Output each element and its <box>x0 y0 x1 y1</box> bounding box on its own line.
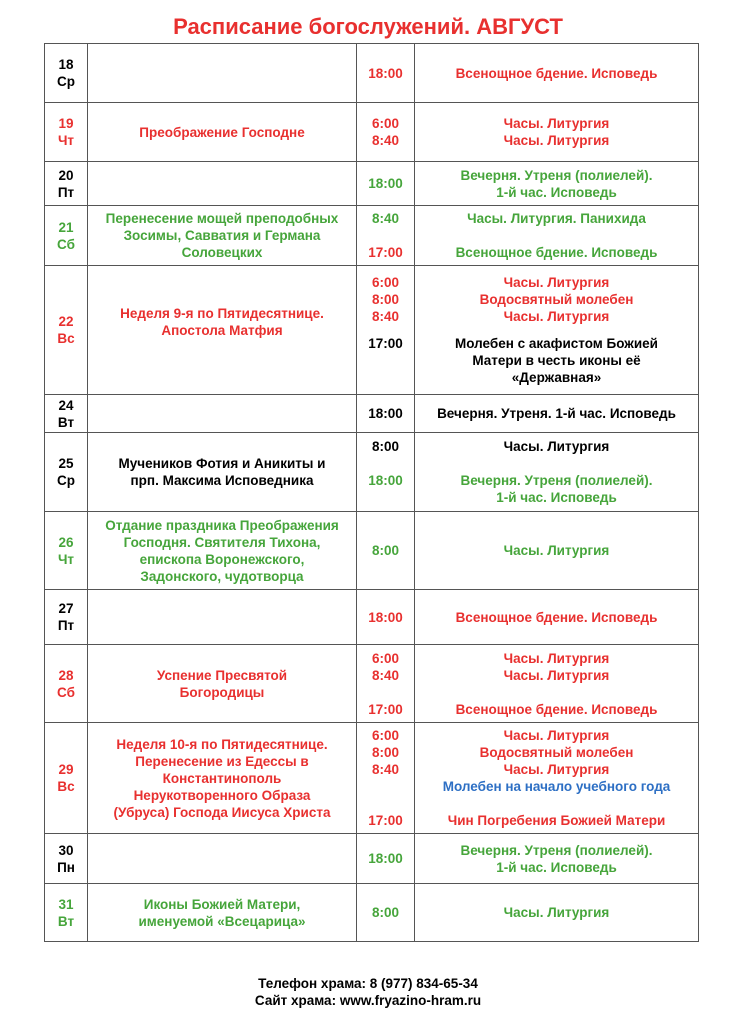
weekday: Вт <box>57 414 75 430</box>
date-cell <box>45 884 88 942</box>
weekday: Чт <box>57 133 75 148</box>
service-name: Часы. Литургия. Панихида <box>467 211 646 226</box>
service-name: Всенощное бдение. Исповедь <box>455 245 658 260</box>
service-name: Вечерня. Утреня (полиелей). <box>460 842 653 858</box>
service-time: 6:00 <box>371 275 400 290</box>
service-cell <box>415 206 699 266</box>
service-cell <box>415 723 699 834</box>
table-row <box>45 395 699 433</box>
weekday: Вт <box>57 913 75 929</box>
date-cell <box>45 723 88 834</box>
feast-name: именуемой «Всецарица» <box>138 913 306 929</box>
feast-cell <box>88 206 357 266</box>
feast-cell <box>88 590 357 645</box>
feast-name: прп. Максима Исповедника <box>130 473 314 488</box>
feast-name: Успение Пресвятой <box>156 667 288 683</box>
service-name: Вечерня. Утреня (полиелей). <box>460 167 653 183</box>
time-cell <box>357 395 415 433</box>
feast-name: Неделя 9-я по Пятидесятнице. <box>120 305 324 321</box>
service-time: 8:00 <box>371 745 400 760</box>
service-name: 1-й час. Исповедь <box>496 490 617 505</box>
feast-cell <box>88 266 357 395</box>
service-time: 8:40 <box>371 667 400 683</box>
date-cell <box>45 512 88 590</box>
feast-name: Перенесение мощей преподобных <box>105 211 339 226</box>
service-name: Часы. Литургия <box>503 667 610 683</box>
time-cell <box>357 645 415 723</box>
weekday: Сб <box>57 684 75 700</box>
service-name: Водосвятный молебен <box>479 745 634 760</box>
feast-name: Иконы Божией Матери, <box>143 896 301 912</box>
weekday: Ср <box>57 473 75 488</box>
service-name: Водосвятный молебен <box>479 292 634 307</box>
feast-cell <box>88 723 357 834</box>
feast-cell <box>88 162 357 206</box>
website-text: Сайт храма: www.fryazino-hram.ru <box>254 993 482 1008</box>
service-time: 8:40 <box>371 211 400 226</box>
feast-cell <box>88 645 357 723</box>
weekday: Вс <box>57 331 75 346</box>
footer <box>0 975 736 1009</box>
day-number: 25 <box>58 456 74 471</box>
day-number: 26 <box>58 534 74 550</box>
feast-cell <box>88 512 357 590</box>
time-cell <box>357 590 415 645</box>
table-row <box>45 512 699 590</box>
time-cell <box>357 266 415 395</box>
service-cell <box>415 590 699 645</box>
feast-name: Апостола Матфия <box>161 322 283 338</box>
service-time: 18:00 <box>368 473 403 488</box>
service-name: Часы. Литургия <box>503 309 610 324</box>
table-row <box>45 645 699 723</box>
service-time: 18:00 <box>368 609 403 625</box>
weekday: Пн <box>57 859 75 875</box>
service-time: 17:00 <box>368 245 403 260</box>
time-cell <box>357 433 415 512</box>
time-cell <box>357 723 415 834</box>
table-row <box>45 103 699 162</box>
service-cell <box>415 395 699 433</box>
service-name: Часы. Литургия <box>503 728 610 743</box>
service-name: Молебен с акафистом Божией <box>455 336 658 351</box>
feast-cell <box>88 884 357 942</box>
table-row <box>45 433 699 512</box>
feast-name: Мучеников Фотия и Аникиты и <box>118 456 326 471</box>
weekday: Ср <box>57 74 75 89</box>
service-name: Всенощное бдение. Исповедь <box>455 609 658 625</box>
service-cell <box>415 512 699 590</box>
service-cell <box>415 162 699 206</box>
service-name: «Державная» <box>511 370 602 385</box>
date-cell <box>45 206 88 266</box>
day-number: 27 <box>58 601 74 616</box>
service-time: 8:00 <box>371 905 400 920</box>
weekday: Пт <box>57 184 75 200</box>
service-time: 18:00 <box>368 406 403 421</box>
time-cell <box>357 512 415 590</box>
weekday: Сб <box>57 236 75 252</box>
service-name: Часы. Литургия <box>503 133 610 148</box>
service-cell <box>415 884 699 942</box>
date-cell <box>45 103 88 162</box>
date-cell <box>45 645 88 723</box>
time-cell <box>357 206 415 266</box>
feast-name: Богородицы <box>179 684 265 700</box>
table-row <box>45 266 699 395</box>
schedule-table <box>44 43 699 942</box>
service-name: Чин Погребения Божией Матери <box>447 813 666 828</box>
table-row <box>45 206 699 266</box>
feast-name: Константинополь <box>162 770 282 786</box>
feast-cell <box>88 433 357 512</box>
service-cell <box>415 103 699 162</box>
service-name: Часы. Литургия <box>503 905 610 920</box>
table-row <box>45 884 699 942</box>
feast-name: Зосимы, Савватия и Германа <box>123 228 321 243</box>
day-number: 29 <box>58 762 74 777</box>
service-time: 6:00 <box>371 728 400 743</box>
date-cell <box>45 162 88 206</box>
table-row <box>45 590 699 645</box>
feast-name: Отдание праздника Преображения <box>105 517 339 533</box>
date-cell <box>45 834 88 884</box>
feast-name: епископа Воронежского, <box>139 551 305 567</box>
service-time: 8:40 <box>371 762 400 777</box>
day-number: 24 <box>58 397 74 413</box>
service-name: Матери в честь иконы её <box>472 353 641 368</box>
feast-name: (Убруса) Господа Иисуса Христа <box>113 804 331 820</box>
date-cell <box>45 590 88 645</box>
feast-name: Неделя 10-я по Пятидесятнице. <box>116 736 328 752</box>
table-row <box>45 834 699 884</box>
service-time: 6:00 <box>371 650 400 666</box>
service-cell <box>415 433 699 512</box>
day-number: 30 <box>58 842 74 858</box>
service-name: 1-й час. Исповедь <box>496 859 617 875</box>
service-name: Молебен на начало учебного года <box>442 779 671 794</box>
service-time: 17:00 <box>368 701 403 717</box>
service-time: 8:00 <box>371 292 400 307</box>
service-time: 8:40 <box>371 133 400 148</box>
service-cell <box>415 44 699 103</box>
service-time: 18:00 <box>368 65 403 81</box>
feast-name: Нерукотворенного Образа <box>133 787 311 803</box>
feast-name: Господня. Святителя Тихона, <box>123 534 321 550</box>
feast-name: Задонского, чудотворца <box>140 568 304 584</box>
weekday: Чт <box>57 551 75 567</box>
date-cell <box>45 266 88 395</box>
service-name: Часы. Литургия <box>503 439 610 454</box>
day-number: 20 <box>58 167 74 183</box>
service-time: 6:00 <box>371 116 400 131</box>
service-cell <box>415 834 699 884</box>
weekday: Пт <box>57 618 75 633</box>
service-time: 8:00 <box>371 439 400 454</box>
service-name: Часы. Литургия <box>503 275 610 290</box>
time-cell <box>357 834 415 884</box>
page-title: Расписание богослужений. АВГУСТ <box>173 14 563 39</box>
service-time: 17:00 <box>368 336 403 351</box>
service-name: Часы. Литургия <box>503 650 610 666</box>
service-name: Вечерня. Утреня (полиелей). <box>460 473 653 488</box>
day-number: 21 <box>58 219 74 235</box>
time-cell <box>357 103 415 162</box>
day-number: 28 <box>58 667 74 683</box>
table-row <box>45 723 699 834</box>
service-time: 18:00 <box>368 851 403 866</box>
service-name: Вечерня. Утреня. 1-й час. Исповедь <box>437 406 676 421</box>
feast-cell <box>88 44 357 103</box>
date-cell <box>45 44 88 103</box>
feast-cell <box>88 395 357 433</box>
service-time: 17:00 <box>368 813 403 828</box>
feast-name: Соловецких <box>181 245 263 260</box>
service-name: Часы. Литургия <box>503 116 610 131</box>
service-time: 18:00 <box>368 176 403 191</box>
date-cell <box>45 433 88 512</box>
feast-name: Перенесение из Едессы в <box>135 753 309 769</box>
service-time: 8:40 <box>371 309 400 324</box>
day-number: 22 <box>58 314 74 329</box>
service-name: Часы. Литургия <box>503 762 610 777</box>
table-row <box>45 44 699 103</box>
date-cell <box>45 395 88 433</box>
time-cell <box>357 884 415 942</box>
service-cell <box>415 266 699 395</box>
service-cell <box>415 645 699 723</box>
phone-text: Телефон храма: 8 (977) 834-65-34 <box>258 976 478 991</box>
day-number: 31 <box>58 896 74 912</box>
time-cell <box>357 162 415 206</box>
day-number: 19 <box>58 116 74 131</box>
table-row <box>45 162 699 206</box>
service-name: Часы. Литургия <box>503 543 610 558</box>
weekday: Вс <box>57 779 75 794</box>
service-name: Всенощное бдение. Исповедь <box>455 701 658 717</box>
service-name: 1-й час. Исповедь <box>496 184 617 200</box>
time-cell <box>357 44 415 103</box>
service-name: Всенощное бдение. Исповедь <box>455 65 658 81</box>
day-number: 18 <box>58 57 74 72</box>
feast-name: Преображение Господне <box>139 124 305 140</box>
feast-cell <box>88 834 357 884</box>
service-time: 8:00 <box>371 543 400 558</box>
feast-cell <box>88 103 357 162</box>
